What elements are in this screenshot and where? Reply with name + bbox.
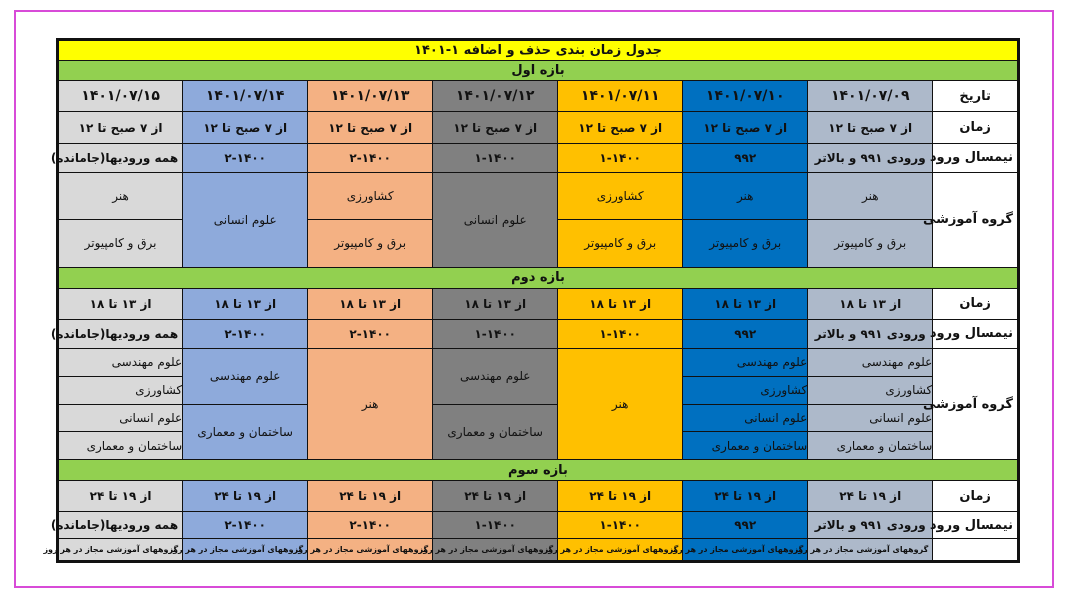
time-cell: از ۱۹ تا ۲۴ (58, 481, 183, 512)
time-cell: از ۱۳ تا ۱۸ (183, 288, 308, 319)
time-cell: از ۱۳ تا ۱۸ (58, 288, 183, 319)
note-cell: گروههای آموزشی مجاز در هر روز (683, 539, 808, 562)
group-item: برق و کامپیوتر (808, 219, 932, 267)
group-cell (808, 348, 933, 460)
semester-cell: ۱-۱۴۰۰ (558, 143, 683, 172)
group-cell: هنر (308, 348, 433, 460)
group-item: ساختمان و معماری (183, 404, 307, 460)
note-cell: گروههای آموزشی مجاز در هر روز (433, 539, 558, 562)
time-cell: از ۱۹ تا ۲۴ (183, 481, 308, 512)
time-cell: از ۷ صبح تا ۱۲ (183, 112, 308, 143)
group-item: هنر (861, 188, 879, 203)
semester-cell: همه ورودیها(جامانده) (58, 319, 183, 348)
semester-cell: ۹۹۲ (683, 512, 808, 539)
semester-cell: ورودی ۹۹۱ و بالاتر (808, 319, 933, 348)
group-item: برق و کامپیوتر (59, 219, 182, 267)
semester-cell: ۲-۱۴۰۰ (183, 143, 308, 172)
note-cell: گروههای آموزشی مجاز در هر روز (58, 539, 183, 562)
group-label: گروه آموزشی (933, 172, 1019, 267)
group-item: کشاورزی (596, 188, 644, 203)
date-cell: ۱۴۰۱/۰۷/۱۵ (58, 81, 183, 112)
group-cell (683, 348, 808, 460)
semester-cell: ۲-۱۴۰۰ (308, 512, 433, 539)
schedule-table (43, 38, 1020, 563)
time-cell: از ۱۹ تا ۲۴ (433, 481, 558, 512)
time-label: زمان (933, 481, 1019, 512)
semester-label: نیمسال ورود (933, 319, 1019, 348)
semester-cell: ۲-۱۴۰۰ (308, 143, 433, 172)
time-cell: از ۷ صبح تا ۱۲ (558, 112, 683, 143)
period-1-header: بازه اول (58, 60, 1019, 81)
time-label: زمان (933, 288, 1019, 319)
time-cell: از ۱۳ تا ۱۸ (808, 288, 933, 319)
group-item: علوم مهندسی (111, 355, 183, 370)
group-cell (308, 172, 433, 267)
date-label: تاریخ (933, 81, 1019, 112)
time-label: زمان (933, 112, 1019, 143)
time-cell: از ۱۳ تا ۱۸ (433, 288, 558, 319)
semester-label: نیمسال ورود (933, 512, 1019, 539)
group-item: کشاورزی (346, 188, 394, 203)
group-cell: علوم انسانی (183, 172, 308, 267)
note-cell: گروههای آموزشی مجاز در هر روز (308, 539, 433, 562)
group-item: کشاورزی (808, 376, 932, 404)
semester-cell: ۱-۱۴۰۰ (433, 319, 558, 348)
group-item: علوم انسانی (683, 404, 807, 432)
group-item: ساختمان و معماری (808, 431, 932, 459)
group-item: ساختمان و معماری (433, 404, 557, 460)
time-cell: از ۷ صبح تا ۱۲ (683, 112, 808, 143)
group-cell (683, 172, 808, 267)
group-cell (58, 172, 183, 267)
group-cell (433, 348, 558, 460)
note-cell: گروههای آموزشی مجاز در هر روز (808, 539, 933, 562)
time-cell: از ۷ صبح تا ۱۲ (58, 112, 183, 143)
time-cell: از ۱۳ تا ۱۸ (683, 288, 808, 319)
group-item: هنر (736, 188, 754, 203)
group-item: علوم انسانی (808, 404, 932, 432)
date-cell: ۱۴۰۱/۰۷/۱۲ (433, 81, 558, 112)
time-cell: از ۱۹ تا ۲۴ (808, 481, 933, 512)
group-item: کشاورزی (683, 376, 807, 404)
date-cell: ۱۴۰۱/۰۷/۰۹ (808, 81, 933, 112)
semester-cell: همه ورودیها(جامانده) (58, 512, 183, 539)
date-cell: ۱۴۰۱/۰۷/۱۳ (308, 81, 433, 112)
period-2-header: بازه دوم (58, 267, 1019, 288)
group-cell: هنر (558, 348, 683, 460)
group-cell (183, 348, 308, 460)
semester-cell: ورودی ۹۹۱ و بالاتر (808, 143, 933, 172)
time-cell: از ۱۹ تا ۲۴ (558, 481, 683, 512)
date-cell: ۱۴۰۱/۰۷/۱۰ (683, 81, 808, 112)
group-item: برق و کامپیوتر (308, 219, 432, 267)
time-cell: از ۷ صبح تا ۱۲ (808, 112, 933, 143)
date-cell: ۱۴۰۱/۰۷/۱۴ (183, 81, 308, 112)
semester-cell: ۲-۱۴۰۰ (183, 319, 308, 348)
group-cell (558, 172, 683, 267)
group-cell: علوم انسانی (433, 172, 558, 267)
date-cell: ۱۴۰۱/۰۷/۱۱ (558, 81, 683, 112)
time-cell: از ۱۹ تا ۲۴ (683, 481, 808, 512)
group-item: برق و کامپیوتر (683, 219, 807, 267)
group-item: هنر (112, 188, 129, 203)
note-cell: گروههای آموزشی مجاز در هر روز (183, 539, 308, 562)
semester-cell: ۹۹۲ (683, 319, 808, 348)
semester-cell: ۱-۱۴۰۰ (433, 512, 558, 539)
group-item: علوم مهندسی (459, 369, 531, 384)
time-cell: از ۷ صبح تا ۱۲ (308, 112, 433, 143)
semester-cell: ۱-۱۴۰۰ (558, 319, 683, 348)
group-item: علوم مهندسی (209, 369, 281, 384)
empty-label-cell (933, 539, 1019, 562)
note-cell: گروههای آموزشی مجاز در هر روز (558, 539, 683, 562)
time-cell: از ۷ صبح تا ۱۲ (433, 112, 558, 143)
semester-cell: همه ورودیها(جامانده) (58, 143, 183, 172)
time-cell: از ۱۹ تا ۲۴ (308, 481, 433, 512)
semester-cell: ورودی ۹۹۱ و بالاتر (808, 512, 933, 539)
period-3-header: بازه سوم (58, 460, 1019, 481)
table-title: جدول زمان بندی حذف و اضافه ۱-۱۴۰۱ (58, 40, 1019, 61)
semester-cell: ۱-۱۴۰۰ (558, 512, 683, 539)
semester-label: نیمسال ورود (933, 143, 1019, 172)
time-cell: از ۱۳ تا ۱۸ (558, 288, 683, 319)
semester-cell: ۲-۱۴۰۰ (308, 319, 433, 348)
group-cell (808, 172, 933, 267)
group-item: علوم انسانی (59, 404, 182, 432)
group-label: گروه آموزشی (933, 348, 1019, 460)
group-item: برق و کامپیوتر (558, 219, 682, 267)
group-item: علوم مهندسی (861, 355, 933, 370)
semester-cell: ۲-۱۴۰۰ (183, 512, 308, 539)
group-cell (58, 348, 183, 460)
semester-cell: ۹۹۲ (683, 143, 808, 172)
semester-cell: ۱-۱۴۰۰ (433, 143, 558, 172)
group-item: علوم مهندسی (736, 355, 808, 370)
group-item: ساختمان و معماری (59, 431, 182, 459)
group-item: ساختمان و معماری (683, 431, 807, 459)
group-item: کشاورزی (59, 376, 182, 404)
time-cell: از ۱۳ تا ۱۸ (308, 288, 433, 319)
